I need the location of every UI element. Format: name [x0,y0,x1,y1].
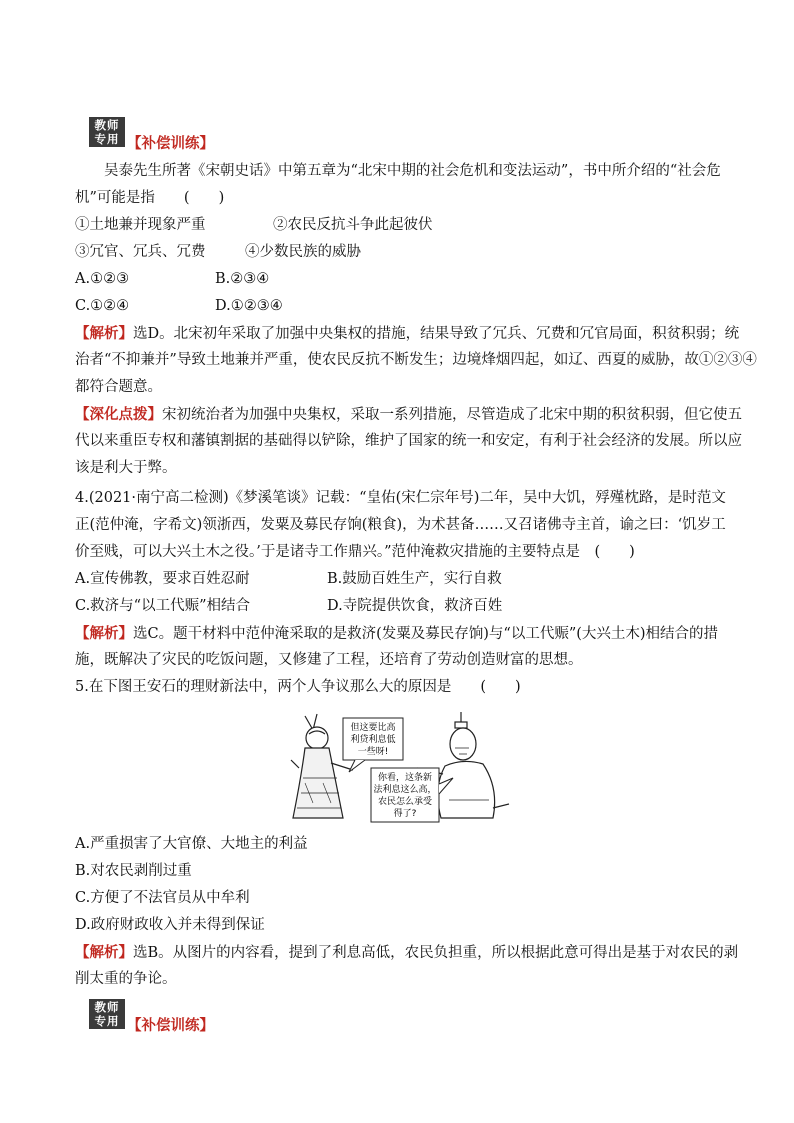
analysis-line2: 治者“不抑兼并”导致土地兼并严重，使农民反抗不断发生；边境烽烟四起，如辽、西夏的威胁，故①②③④ [75,352,757,368]
q5-analysis-tag: 【解析】 [75,944,133,961]
q5-choice-a: A.严重损害了大官僚、大地主的利益 [75,836,308,852]
bubble1-line3: 一些呀! [357,747,389,757]
statement-3: ③冗官、冗兵、冗费 [75,244,206,260]
wang-anshi-cartoon [283,708,519,826]
q4-stem-line2: 正(范仲淹，字希文)领浙西，发粟及募民存饷(粮食)，为术甚备……又召诸佛寺主首，谕之曰：‘饥岁工 [75,517,726,533]
q5-choice-b: B.对农民剥削过重 [75,863,192,879]
q5-analysis-line1: 【解析】选B。从图片的内容看，提到了利息高低，农民负担重，所以根据此意可得出是基于对农民的剥 [75,944,739,961]
q4-choice-row-1 [75,566,720,593]
badge-bottom-line1: 教师 [94,1000,120,1014]
analysis-tag: 【解析】 [75,325,133,342]
q4-analysis-line1: 【解析】选C。题干材料中范仲淹采取的是救济(发粟及募民存饷)与“以工代赈”(大兴土木)相结合的措 [75,625,719,642]
statement-2: ②农民反抗斗争此起彼伏 [273,217,433,233]
badge-line2: 专用 [94,132,120,146]
q4-stem-line1: 4.(2021·南宁高二检测)《梦溪笔谈》记载：“皇佑(宋仁宗年号)二年，吴中大饥，殍殣枕路，是时范文 [75,490,726,506]
teacher-only-badge [89,117,125,147]
choice-row-1 [75,266,720,293]
q4-choice-c: C.救济与“以工代赈”相结合 [75,598,251,614]
supplementary-training-label: 【补偿训练】 [127,135,214,152]
q4-stem-line3: 价至贱，可以大兴土木之役。’于是诸寺工作鼎兴。”范仲淹救灾措施的主要特点是 ( ) [75,544,635,560]
badge-bottom-line2: 专用 [94,1014,120,1028]
question-stem-line1: 吴泰先生所著《宋朝史话》中第五章为“北宋中期的社会危机和变法运动”，书中所介绍的“社会危 [104,163,721,179]
q4-choice-d: D.寺院提供饮食，救济百姓 [327,598,503,614]
q4-choice-a: A.宣传佛教，要求百姓忍耐 [75,571,250,587]
statement-1: ①土地兼并现象严重 [75,217,206,233]
choice-b: B.②③④ [215,271,270,287]
deep-line1: 【深化点拨】宋初统治者为加强中央集权，采取一系列措施，尽管造成了北宋中期的积贫积弱，但它使五 [75,406,742,423]
statement-row-1 [75,212,720,239]
question-intro [75,158,757,482]
question-stem-line2: 机”可能是指 ( ) [75,190,225,206]
deep-line2: 代以来重臣专权和藩镇割据的基础得以铲除，维护了国家的统一和安定，有利于社会经济的发展。所以应 [75,433,742,449]
deep-line3: 该是利大于弊。 [75,460,177,476]
bubble1-line1: 但这要比高 [350,723,396,733]
bubble2-line4: 得了? [393,809,417,819]
q4-analysis-tag: 【解析】 [75,625,133,642]
teacher-only-badge-bottom [89,999,125,1029]
statement-4: ④少数民族的威胁 [245,244,361,260]
q4-analysis-line2: 施，既解决了灾民的吃饭问题，又修建了工程，还培育了劳动创造财富的思想。 [75,652,583,668]
badge-line1: 教师 [94,118,120,132]
q4-choice-b: B.鼓励百姓生产，实行自救 [327,571,502,587]
bubble2-line3: 农民怎么承受 [377,797,433,807]
question-4 [75,485,726,701]
question-5 [75,831,739,993]
choice-a: A.①②③ [75,271,130,287]
q5-choice-d: D.政府财政收入并未得到保证 [75,917,265,933]
statement-row-2 [75,239,720,266]
choice-row-2 [75,293,720,320]
analysis-line3: 都符合题意。 [75,379,162,395]
q5-choice-c: C.方便了不法官员从中牟利 [75,890,250,906]
bubble2-line1: 你看，这条新 [377,773,433,783]
supplementary-training-label-bottom: 【补偿训练】 [127,1017,214,1034]
choice-c: C.①②④ [75,298,130,314]
q5-analysis-line2: 削太重的争论。 [75,971,177,987]
q5-stem: 5.在下图王安石的理财新法中，两个人争议那么大的原因是 ( ) [75,679,521,695]
bubble1-line2: 利贷利息低 [350,735,396,745]
deep-tag: 【深化点拨】 [75,406,162,423]
analysis-line1: 【解析】选D。北宋初年采取了加强中央集权的措施，结果导致了冗兵、冗费和冗官局面，积贫积弱；统 [75,325,740,342]
choice-d: D.①②③④ [215,298,283,314]
q4-choice-row-2 [75,593,720,620]
bubble2-line2: 法利息这么高， [373,785,437,795]
